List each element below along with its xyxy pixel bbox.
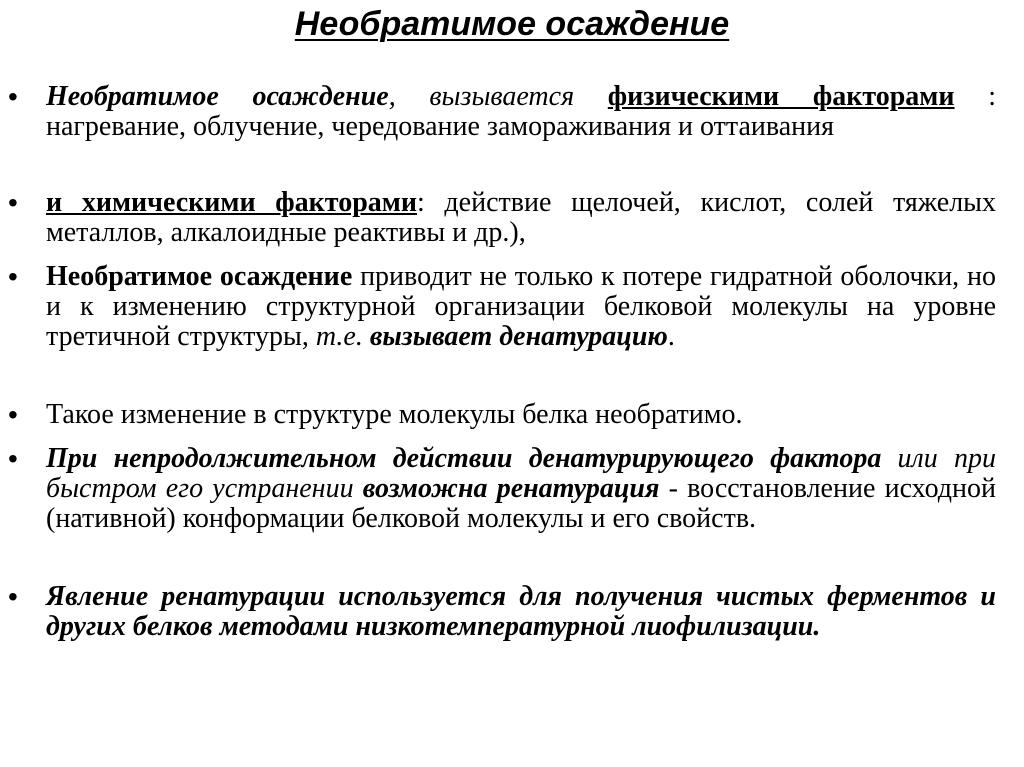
list-item-text: Необратимое осаждение, вызывается физическими факторами : нагревание, облучение, чередование замораживания и оттаивания [46, 81, 996, 142]
bullet-icon: • [8, 187, 18, 218]
list-item-text: Такое изменение в структуре молекулы белка необратимо. [46, 399, 743, 430]
list-item-text: При непродолжительном действии денатурирующего фактора или при быстром его устранении возможна ренатурация - восстановление исходной (нативной) конформации белковой молекулы и его свойств. [46, 443, 996, 534]
slide-title: Необратимое осаждение [294, 5, 730, 43]
bullet-icon: • [8, 81, 18, 112]
list-item-text: Необратимое осаждение приводит не только к потере гидратной оболочки, но и к изменению структурной организации белковой молекулы на уровне третичной структуры, т.е. вызывает денатурацию. [46, 261, 996, 352]
bullet-icon: • [8, 581, 18, 612]
bullet-icon: • [8, 399, 18, 430]
list-item-text: Явление ренатурации используется для получения чистых ферментов и других белков методами низкотемпературной лиофилизации. [46, 581, 996, 642]
bullet-icon: • [8, 443, 18, 474]
list-item-text: и химическими факторами: действие щелочей, кислот, солей тяжелых металлов, алкалоидные реактивы и др.), [46, 187, 996, 248]
bullet-icon: • [8, 261, 18, 292]
